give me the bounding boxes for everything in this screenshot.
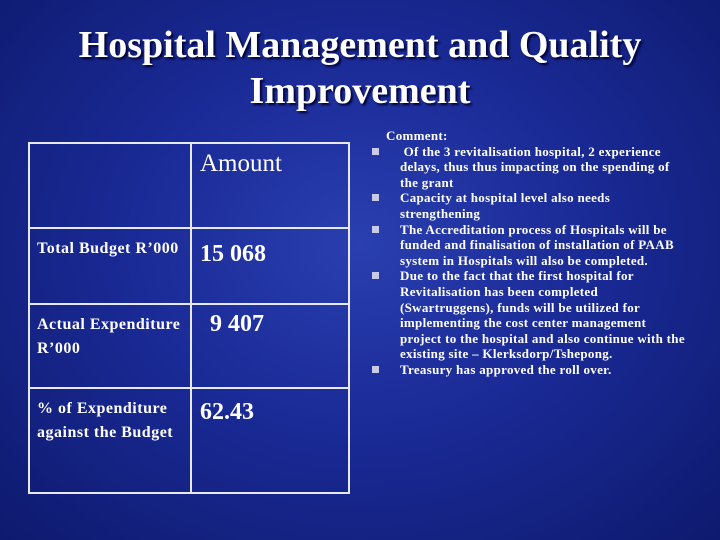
square-bullet-icon	[372, 148, 379, 155]
row-label: % of Expenditure against the Budget	[37, 400, 174, 441]
list-item	[370, 222, 690, 269]
list-item-text: Of the 3 revitalisation hospital, 2 experience delays, thus thus impacting on the spending of the grant	[400, 143, 674, 190]
list-item	[370, 268, 690, 362]
list-item	[370, 362, 690, 378]
comment-list	[370, 144, 690, 378]
row-label: Actual Expenditure R’000	[37, 316, 181, 357]
comment-section	[370, 128, 690, 378]
list-item-text: The Accreditation process of Hospitals will be funded and finalisation of installation of PAAB system in Hospitals will also be completed.	[400, 221, 674, 268]
amount-header: Amount	[200, 150, 282, 177]
amount-header-cell	[191, 143, 349, 228]
row-value: 15 068	[200, 241, 266, 267]
table-row	[29, 388, 349, 493]
row-value: 62.43	[200, 399, 254, 425]
list-item	[370, 190, 690, 221]
square-bullet-icon	[372, 366, 379, 373]
square-bullet-icon	[372, 226, 379, 233]
list-item-text: Treasury has approved the roll over.	[400, 361, 612, 377]
square-bullet-icon	[372, 272, 379, 279]
list-item-text: Due to the fact that the first hospital for Revitalisation has been completed (Swartruggens), funds will be utilized for implementing the cost center management project to the hospital and also continue with the existing site – Klerksdorp/Tshepong.	[400, 268, 685, 362]
square-bullet-icon	[372, 194, 379, 201]
budget-table	[28, 142, 350, 494]
empty-header-cell	[29, 143, 191, 228]
list-item-text: Capacity at hospital level also needs strengthening	[400, 190, 611, 221]
row-label: Total Budget R’000	[37, 240, 179, 257]
list-item	[370, 144, 690, 191]
slide-title: Hospital Management and Quality Improvement	[78, 24, 642, 112]
table-header-row	[29, 143, 349, 228]
comment-heading: Comment:	[386, 128, 448, 143]
row-value: 9 407	[204, 311, 264, 337]
table-row	[29, 304, 349, 388]
table-row	[29, 228, 349, 304]
